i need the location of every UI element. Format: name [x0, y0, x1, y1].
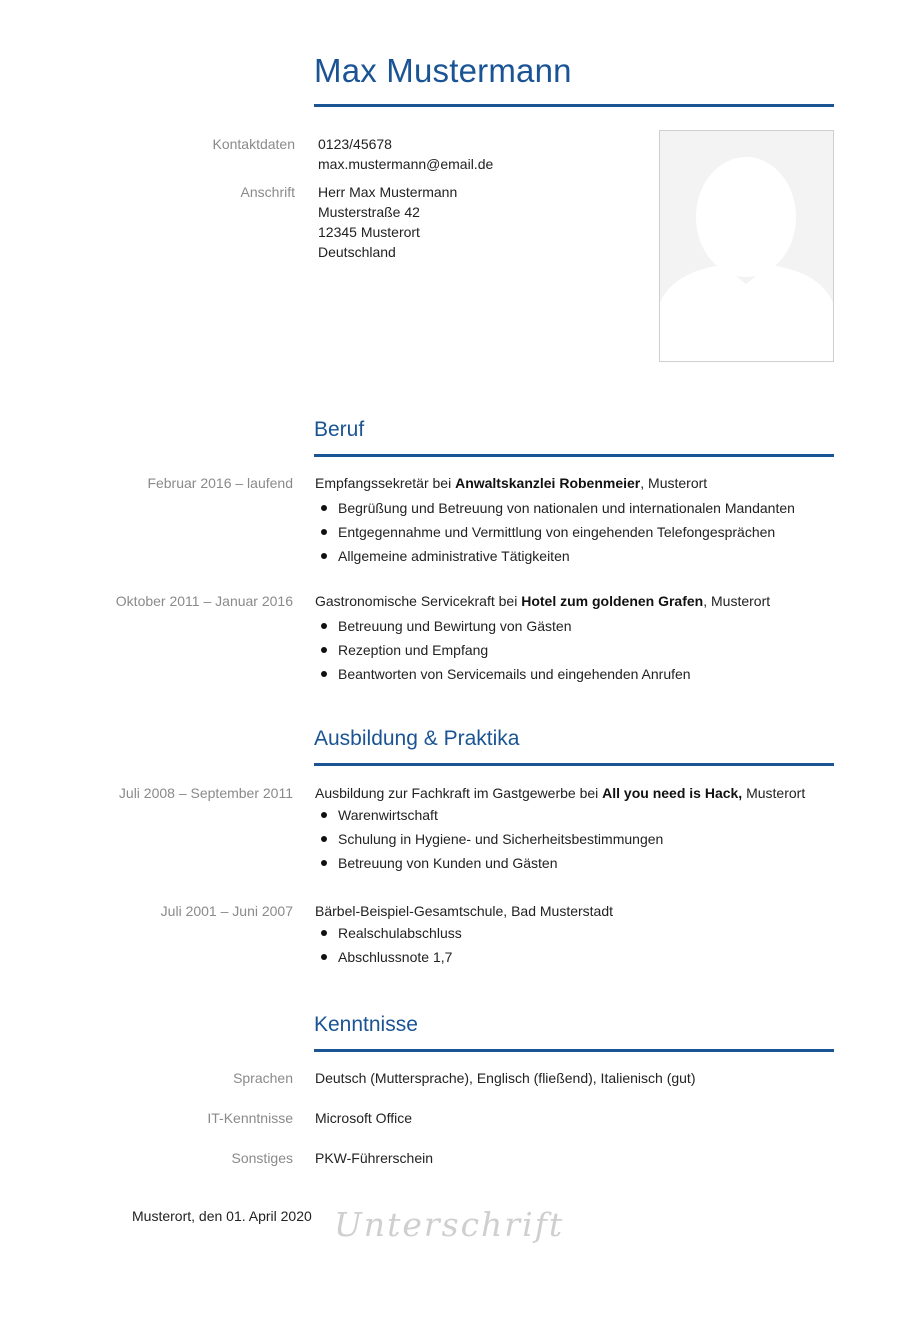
list-item: Begrüßung und Betreuung von nationalen und internationalen Mandanten	[338, 496, 835, 520]
address-line: 12345 Musterort	[318, 224, 420, 240]
contact-details	[318, 134, 493, 174]
section-title-kenntnisse: Kenntnisse	[314, 1013, 418, 1036]
list-item: Betreuung von Kunden und Gästen	[338, 851, 835, 875]
contact-label: Kontaktdaten	[212, 136, 295, 152]
person-silhouette-icon	[660, 131, 833, 361]
list-item: Betreuung und Bewirtung von Gästen	[338, 614, 835, 638]
experience-entry	[315, 473, 835, 568]
address-block	[318, 182, 457, 262]
place-date: Musterort, den 01. April 2020	[132, 1208, 312, 1224]
email-address: max.mustermann@email.de	[318, 156, 494, 172]
section-divider	[314, 763, 834, 766]
address-line: Herr Max Mustermann	[318, 184, 458, 200]
page-title: Max Mustermann	[314, 52, 572, 89]
education-entry	[315, 901, 835, 969]
section-title-beruf: Beruf	[314, 418, 365, 441]
skill-label-sonstiges: Sonstiges	[231, 1150, 293, 1166]
entry-period: Juli 2001 – Juni 2007	[160, 903, 293, 919]
list-item: Beantworten von Servicemails und eingehenden Anrufen	[338, 662, 835, 686]
section-divider	[314, 454, 834, 457]
entry-title: Ausbildung zur Fachkraft im Gastgewerbe bei All you need is Hack, Musterort	[315, 785, 806, 801]
bullet-list	[315, 921, 835, 969]
entry-title: Empfangssekretär bei Anwaltskanzlei Robenmeier, Musterort	[315, 475, 708, 491]
phone-number: 0123/45678	[318, 136, 392, 152]
entry-period: Juli 2008 – September 2011	[118, 785, 293, 801]
address-label: Anschrift	[240, 184, 295, 200]
skill-value-it: Microsoft Office	[315, 1110, 412, 1126]
section-title-ausbildung: Ausbildung & Praktika	[314, 727, 520, 750]
list-item: Abschlussnote 1,7	[338, 945, 835, 969]
list-item: Realschulabschluss	[338, 921, 835, 945]
address-line: Deutschland	[318, 244, 396, 260]
entry-period: Februar 2016 – laufend	[147, 475, 293, 491]
profile-photo	[659, 130, 834, 362]
list-item: Schulung in Hygiene- und Sicherheitsbestimmungen	[338, 827, 835, 851]
title-divider	[314, 104, 834, 107]
entry-title: Bärbel-Beispiel-Gesamtschule, Bad Musterstadt	[315, 903, 614, 919]
skill-label-it: IT-Kenntnisse	[207, 1110, 293, 1126]
bullet-list	[315, 803, 835, 875]
list-item: Rezeption und Empfang	[338, 638, 835, 662]
list-item: Entgegennahme und Vermittlung von eingehenden Telefongesprächen	[338, 520, 835, 544]
skill-value-sonstiges: PKW-Führerschein	[315, 1150, 434, 1166]
list-item: Warenwirtschaft	[338, 803, 835, 827]
education-entry	[315, 783, 835, 875]
skill-label-sprachen: Sprachen	[233, 1070, 293, 1086]
bullet-list	[315, 496, 835, 568]
entry-title: Gastronomische Servicekraft bei Hotel zum goldenen Grafen, Musterort	[315, 593, 771, 609]
entry-period: Oktober 2011 – Januar 2016	[115, 593, 293, 609]
section-divider	[314, 1049, 834, 1052]
list-item: Allgemeine administrative Tätigkeiten	[338, 544, 835, 568]
bullet-list	[315, 614, 835, 686]
signature: Unterschrift	[334, 1205, 565, 1244]
experience-entry	[315, 591, 835, 686]
skill-value-sprachen: Deutsch (Muttersprache), Englisch (fließend), Italienisch (gut)	[315, 1070, 696, 1086]
address-line: Musterstraße 42	[318, 204, 420, 220]
